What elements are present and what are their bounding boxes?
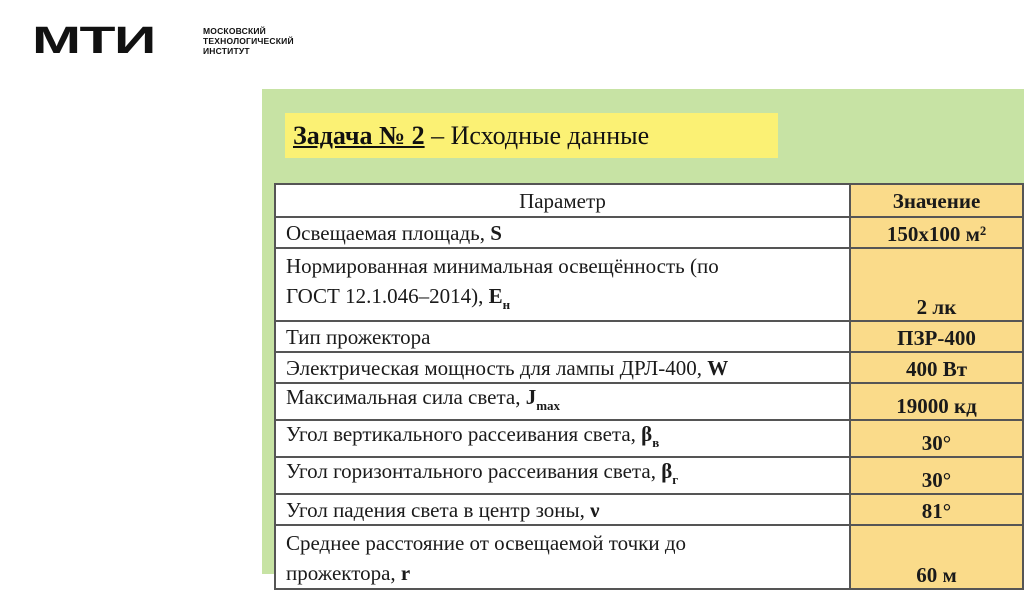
param-cell — [275, 248, 850, 321]
value-cell: 60 м — [850, 525, 1023, 589]
param-text: Среднее расстояние от освещаемой точки до — [286, 531, 687, 555]
param-cell — [275, 420, 850, 457]
table-row — [275, 525, 1023, 589]
task-subtitle: – Исходные данные — [424, 121, 650, 150]
table-row — [275, 217, 1023, 248]
param-text: Освещаемая площадь, — [286, 220, 491, 245]
param-text: Угол падения света в центр зоны, — [286, 497, 591, 522]
param-cell — [275, 525, 850, 589]
param-cell — [275, 217, 850, 248]
value-cell: 19000 кд — [850, 383, 1023, 420]
header-value: Значение — [850, 184, 1023, 217]
mti-logo — [32, 22, 294, 60]
logo-mark: МТИ — [32, 20, 155, 62]
table-row — [275, 321, 1023, 352]
param-cell — [275, 352, 850, 383]
param-symbol: W — [707, 355, 729, 380]
task-number: Задача № 2 — [293, 121, 425, 150]
value-cell: 81° — [850, 494, 1023, 525]
param-subscript: в — [652, 435, 660, 450]
param-text: прожектора, — [286, 561, 401, 585]
value-cell: 400 Вт — [850, 352, 1023, 383]
param-cell — [275, 383, 850, 420]
value-cell: ПЗР-400 — [850, 321, 1023, 352]
table-row — [275, 494, 1023, 525]
task-title — [285, 113, 778, 158]
param-symbol: ν — [590, 497, 600, 522]
table-header-row — [275, 184, 1023, 217]
param-text: Тип прожектора — [286, 324, 431, 349]
param-text: Угол вертикального рассеивания света, — [286, 422, 642, 446]
input-data-table — [274, 183, 1024, 590]
value-cell: 150х100 м² — [850, 217, 1023, 248]
value-cell: 30° — [850, 420, 1023, 457]
param-text: Угол горизонтального рассеивания света, — [286, 459, 662, 483]
param-subscript: н — [502, 297, 511, 312]
param-symbol: r — [400, 561, 411, 585]
param-symbol: β — [641, 422, 653, 446]
param-text: Электрическая мощность для лампы ДРЛ-400, — [286, 355, 708, 380]
param-text: Максимальная сила света, — [286, 385, 526, 409]
param-text: Нормированная минимальная освещённость (по — [286, 254, 719, 278]
table-row — [275, 457, 1023, 494]
table-row — [275, 383, 1023, 420]
table-row — [275, 352, 1023, 383]
param-symbol: S — [490, 220, 502, 245]
param-symbol: J — [525, 385, 537, 409]
value-cell: 30° — [850, 457, 1023, 494]
table-row — [275, 248, 1023, 321]
logo-line: МОСКОВСКИЙ — [203, 26, 266, 36]
param-subscript: г — [672, 472, 679, 487]
value-cell: 2 лк — [850, 248, 1023, 321]
param-symbol: E — [488, 284, 503, 308]
table-row — [275, 420, 1023, 457]
param-cell — [275, 494, 850, 525]
logo-line: ТЕХНОЛОГИЧЕСКИЙ — [203, 36, 294, 46]
param-subscript: max — [536, 398, 561, 413]
param-cell — [275, 457, 850, 494]
param-text: ГОСТ 12.1.046–2014), — [286, 284, 489, 308]
header-param: Параметр — [275, 184, 850, 217]
param-symbol: β — [661, 459, 673, 483]
logo-line: ИНСТИТУТ — [203, 46, 250, 56]
param-cell — [275, 321, 850, 352]
